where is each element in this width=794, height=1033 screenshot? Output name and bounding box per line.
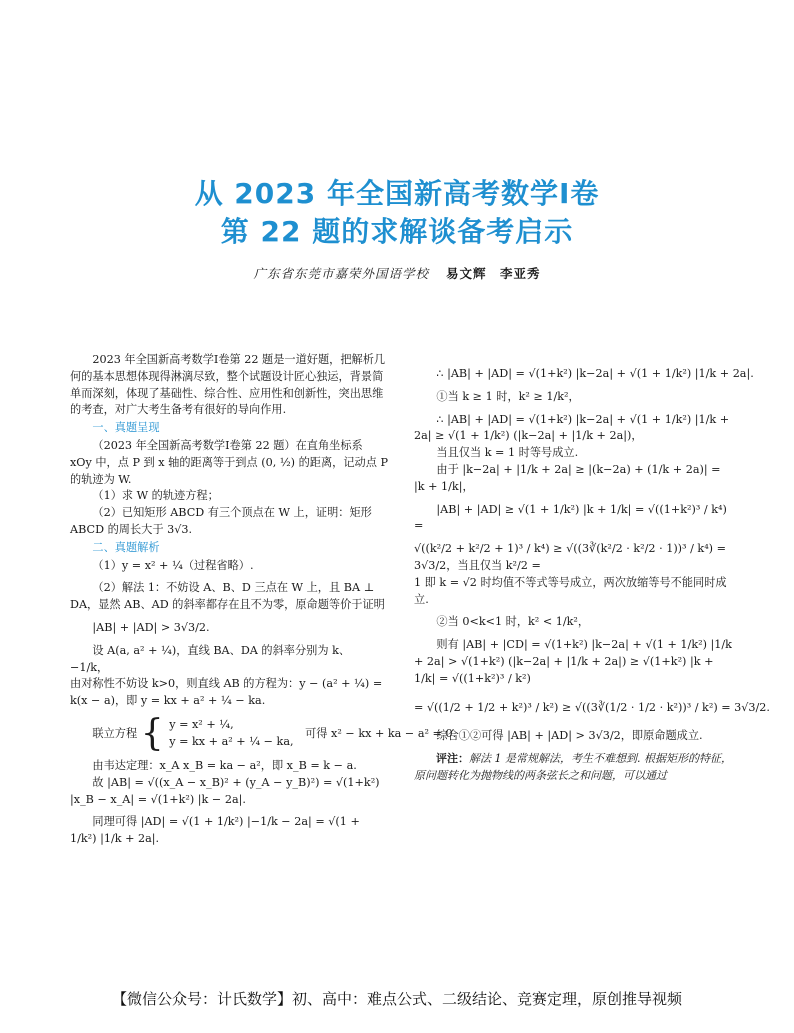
chain-step-2: √((k²/2 + k²/2 + 1)³ / k⁴) ≥ √((3∛(k²/2 · k²/2 · 1))³ / k⁴) = 3√3/2，当且仅当 k²/2 = [414,542,726,572]
school-name: 广东省东莞市嘉荣外国语学校 [253,266,429,281]
conclusion: 综合①②可得 |AB| + |AD| > 3√3/2，即原命题成立. [436,729,703,743]
section-heading-analysis: 二、真题解析 [92,540,160,554]
question-2: （2）已知矩形 ABCD 有三个顶点在 W 上，证明：矩形 ABCD 的周长大于 3√3. [70,506,372,536]
system-equation-1: y = x² + ¼, [169,718,234,732]
problem-text-a: （2023 年全国新高考数学Ⅰ卷第 22 题）在直角坐标系 xOy 中，点 P 到 x 轴的距离等于到点 [70,438,363,469]
equation-system [70,712,457,754]
case-2-inequality: 则有 |AB| + |CD| = √(1+k²) |k−2a| + √(1 + 1/k²) |1/k + 2a| > √(1+k²) (|k−2a| + |1/k + 2a|) ≥ √(1+k²) |k + 1/k| = √((1+k²)³ / k²) [414,638,732,685]
right-column [414,360,770,784]
chain-step-1: |AB| + |AD| ≥ √(1 + 1/k²) |k + 1/k| = √((1+k²)³ / k⁴) = [414,502,727,533]
case-2: ②当 0<k<1 时，k² < 1/k²， [436,615,590,629]
chain-step-3: 1 即 k = √2 时均值不等式等号成立，两次放缩等号不能同时成立. [414,575,727,606]
system-label: 联立方程 [92,726,138,740]
section-heading-problem: 一、真题呈现 [92,421,160,435]
vieta-theorem: 由韦达定理：x_A x_B = ka − a²，即 x_B = k − a. [92,758,357,772]
question-1: （1）求 W 的轨迹方程； [92,489,219,503]
byline [0,264,794,282]
target-inequality: |AB| + |AD| > 3√3/2. [92,620,210,634]
problem-statement [70,438,388,488]
title-line-1: 从 2023 年全国新高考数学Ⅰ卷 [194,177,600,210]
commentary [414,751,732,784]
problem-text-b: 的距离，记动点 P 的轨迹为 W. [70,455,389,486]
ad-length: 同理可得 |AD| = √(1 + 1/k²) |−1/k − 2a| = √(1 + 1/k²) |1/k + 2a|. [70,815,360,846]
comment-label: 评注： [436,752,469,766]
brace-icon: { [140,712,164,754]
footer-banner: 【微信公众号：计氏数学】初、高中：难点公式、二级结论、竞赛定理，原创推导视频 [111,990,682,1008]
system-result: 可得 x² − kx + ka − a² = 0. [305,726,457,740]
answer-1: （1）y = x² + ¼（过程省略）. [92,558,254,572]
answer-2: （2）解法 1：不妨设 A、B、D 三点在 W 上，且 BA ⊥ DA，显然 AB、AD 的斜率都存在且不为零，原命题等价于证明 [70,581,385,612]
case-1: ①当 k ≥ 1 时，k² ≥ 1/k²， [436,389,580,403]
case-1-inequality: ∴ |AB| + |AD| = √(1+k²) |k−2a| + √(1 + 1/k²) |1/k + 2a| ≥ √(1 + 1/k²) (|k−2a| + |1/k + 2a|)， [414,412,730,443]
triangle-inequality: 由于 |k−2a| + |1/k + 2a| ≥ |(k−2a) + (1/k + 2a)| = |k + 1/k|， [414,462,721,493]
problem-point: (0, ½) [261,455,296,469]
title-line-2: 第 22 题的求解谈备考启示 [220,215,574,248]
author-names: 易文辉 李亚秀 [445,266,541,281]
comment-text: 解法 1 是常规解法，考生不难想到. 根据矩形的特征，原问题转化为抛物线的两条弦长之和问题，可以通过 [414,752,732,782]
set-point-a: 设 A(a, a² + ¼)，直线 BA、DA 的斜率分别为 k、−1/k， [70,643,351,674]
sum-equation: ∴ |AB| + |AD| = √(1+k²) |k−2a| + √(1 + 1/k²) |1/k + 2a|. [436,367,754,380]
case-2-chain: = √((1/2 + 1/2 + k²)³ / k²) ≥ √((3∛(1/2 · 1/2 · k²))³ / k²) = 3√3/2. [414,700,770,714]
symmetry-line-equation: 由对称性不妨设 k>0，则直线 AB 的方程为：y − (a² + ¼) = k(x − a)，即 y = kx + a² + ¼ − ka. [70,677,383,708]
ab-length: 故 |AB| = √((x_A − x_B)² + (y_A − y_B)²) = √(1+k²) |x_B − x_A| = √(1+k²) |k − 2a|. [70,775,380,806]
intro-paragraph: 2023 年全国新高考数学Ⅰ卷第 22 题是一道好题，把解析几何的基本思想体现得淋漓尽致，整个试题设计匠心独运，背景简单而深刻，体现了基础性、综合性、应用性和创新性，突出思维的考查，对广大考生备考有很好的导向作用. [70,353,386,417]
case-1-equality: 当且仅当 k = 1 时等号成立. [436,446,579,460]
system-equation-2: y = kx + a² + ¼ − ka, [169,734,294,748]
